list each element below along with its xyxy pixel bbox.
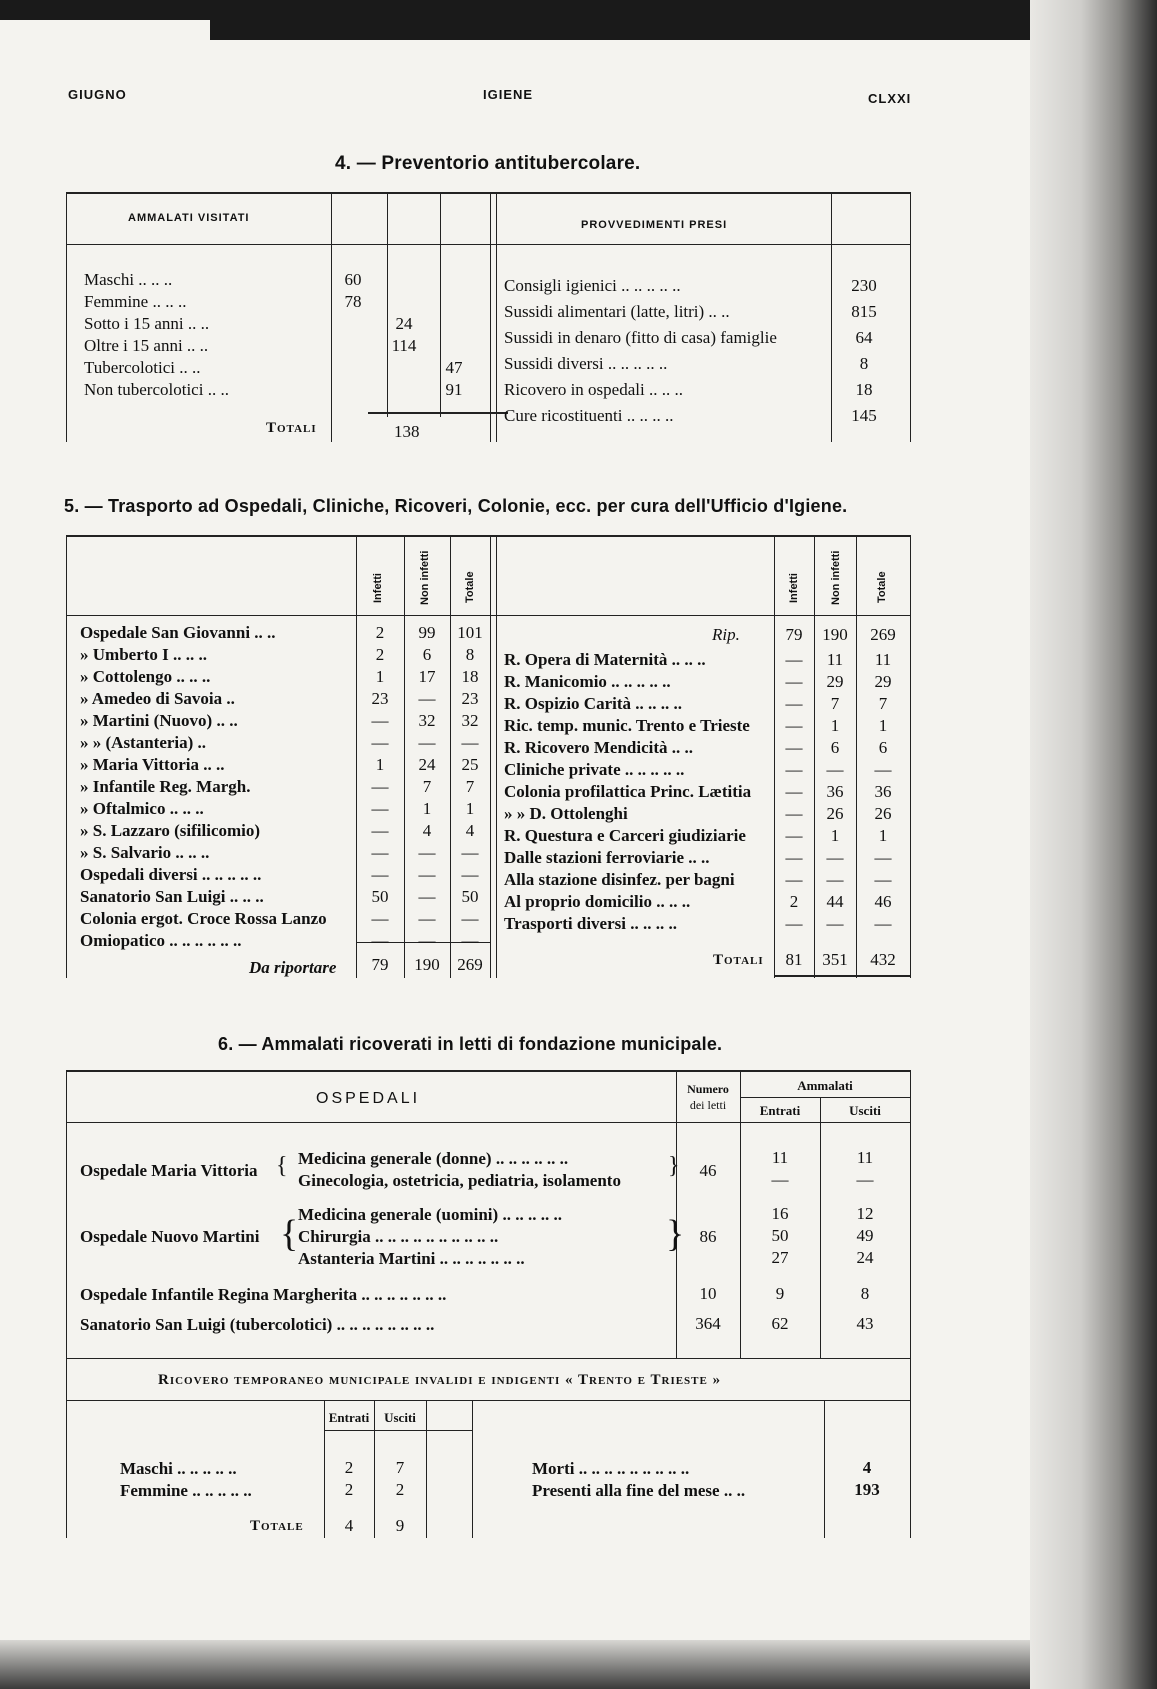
provvedimento-label: Cure ricostituenti .. .. .. .. (504, 406, 674, 425)
provvedimenti-rows (504, 276, 904, 432)
row-label: » Umberto I .. .. .. (80, 645, 208, 664)
provvedimento-value: 64 (855, 328, 873, 347)
group-nuovo-martini: Ospedale Nuovo Martini (80, 1227, 260, 1246)
row-label: R. Ospizio Carità .. .. .. .. (504, 694, 683, 713)
totale-value: — (461, 865, 479, 884)
transport-left-rows (80, 623, 490, 953)
provvedimento-value: 8 (859, 354, 869, 373)
totale-value: — (461, 843, 479, 862)
infetti-value: — (371, 733, 389, 752)
table-row (504, 760, 910, 782)
table-row (504, 716, 910, 738)
entrati-value: 27 (771, 1248, 789, 1267)
usciti-value: 8 (860, 1284, 870, 1303)
infetti-value: — (371, 777, 389, 796)
totale-value: — (461, 931, 479, 950)
brace-left: { (276, 1153, 288, 1179)
infetti-value: — (785, 870, 803, 889)
totale-value: — (461, 909, 479, 928)
non-infetti-value: — (418, 887, 436, 906)
row-label: » S. Lazzaro (sifilicomio) (80, 821, 261, 840)
non-infetti-value: 1 (830, 716, 840, 735)
table-row (504, 738, 910, 760)
provvedimenti-header: PROVVEDIMENTI PRESI (581, 219, 728, 231)
totali-value: 138 (394, 422, 420, 441)
row-label: Trasporti diversi .. .. .. .. (504, 914, 677, 933)
entrati-value: 62 (771, 1314, 789, 1333)
totale-value: 36 (874, 782, 892, 801)
row-label: R. Manicomio .. .. .. .. .. (504, 672, 671, 691)
provvedimento-value: 815 (851, 302, 877, 321)
group-maria-vittoria: Ospedale Maria Vittoria (80, 1161, 258, 1180)
ricovero-usciti: 7 (395, 1458, 405, 1477)
infetti-value: — (785, 650, 803, 669)
totali-label: Totali (266, 420, 317, 436)
visitati-rows (84, 270, 494, 402)
provvedimento-value: 230 (851, 276, 877, 295)
header-month: GIUGNO (68, 87, 127, 102)
ammalati-header: Ammalati (797, 1078, 853, 1093)
ricovero-usciti-header: Usciti (384, 1410, 416, 1425)
row-label: R. Opera di Maternità .. .. .. (504, 650, 706, 669)
da-riportare-label: Da riportare (249, 958, 337, 977)
page-bottom-shadow (0, 1640, 1030, 1689)
letti-value: 86 (699, 1227, 717, 1246)
totale-value: 11 (874, 650, 892, 669)
totale-value: 25 (461, 755, 479, 774)
row-label: » S. Salvario .. .. .. (80, 843, 210, 862)
non-infetti-value: — (418, 733, 436, 752)
sub-row: Ginecologia, ostetricia, pediatria, isolamento (298, 1171, 621, 1190)
non-infetti-value: 99 (418, 623, 436, 642)
table-row (504, 804, 910, 826)
entrati-header: Entrati (759, 1103, 801, 1118)
letti-value: 46 (699, 1161, 717, 1180)
infetti-value: — (371, 909, 389, 928)
visitati-value: 114 (391, 336, 417, 355)
entrati-value: 9 (775, 1284, 785, 1303)
usciti-value: 11 (856, 1148, 874, 1167)
row-label: » Maria Vittoria .. .. (80, 755, 225, 774)
totale-value: 50 (461, 887, 479, 906)
visitati-label: Tubercolotici .. .. (84, 358, 201, 377)
letti-value: 364 (695, 1314, 721, 1333)
non-infetti-value: 6 (830, 738, 840, 757)
row-label: Ric. temp. munic. Trento e Trieste (504, 716, 750, 735)
entrati-value: 11 (771, 1148, 789, 1167)
table-row (504, 782, 910, 804)
visitati-value: 91 (445, 380, 463, 399)
transport-right-rows (504, 650, 910, 936)
table-row (80, 865, 490, 887)
non-infetti-value: 1 (422, 799, 432, 818)
row-label: Cliniche private .. .. .. .. .. (504, 760, 685, 779)
infetti-value: 1 (375, 667, 385, 686)
row-label: Sanatorio San Luigi .. .. .. (80, 887, 264, 906)
non-infetti-value: 11 (826, 650, 844, 669)
row-label: Omiopatico .. .. .. .. .. .. (80, 931, 242, 950)
totale-value: — (874, 760, 892, 779)
infetti-value: 50 (371, 887, 389, 906)
ricovero-row-label: Femmine .. .. .. .. .. (120, 1481, 252, 1500)
riporto-totale: 269 (870, 625, 896, 644)
non-infetti-value: 4 (422, 821, 432, 840)
non-infetti-value: — (826, 848, 844, 867)
table-row (80, 711, 490, 733)
ricovero-right-label: Morti .. .. .. .. .. .. .. .. .. (532, 1459, 690, 1478)
infetti-value: — (371, 865, 389, 884)
col-totale: Totale (464, 571, 476, 603)
visitati-label: Maschi .. .. .. (84, 270, 173, 289)
usciti-value: 49 (856, 1226, 874, 1245)
infetti-value: 2 (789, 892, 799, 911)
row-label: Dalle stazioni ferroviarie .. .. (504, 848, 710, 867)
sub-row: Chirurgia .. .. .. .. .. .. .. .. .. .. (298, 1227, 499, 1246)
non-infetti-value: — (418, 843, 436, 862)
infetti-value: — (371, 821, 389, 840)
row-label: Colonia profilattica Princ. Lætitia (504, 782, 752, 801)
table-row (504, 672, 910, 694)
totale-value: 7 (465, 777, 475, 796)
usciti-value: 12 (856, 1204, 874, 1223)
sub-row: Medicina generale (uomini) .. .. .. .. .. (298, 1205, 562, 1224)
provvedimento-label: Ricovero in ospedali .. .. .. (504, 380, 683, 399)
infetti-value: 1 (375, 755, 385, 774)
non-infetti-value: 29 (826, 672, 844, 691)
row-label: » Infantile Reg. Margh. (80, 777, 251, 796)
single-row-label: Ospedale Infantile Regina Margherita .. .. .. .. .. .. .. (80, 1285, 447, 1304)
riporto-infetti: 79 (785, 625, 803, 644)
table-row (80, 623, 490, 645)
sub-row: Medicina generale (donne) .. .. .. .. .. .. (298, 1149, 569, 1168)
totale-value: 6 (878, 738, 888, 757)
visitati-label: Non tubercolotici .. .. (84, 380, 229, 399)
provvedimento-label: Sussidi in denaro (fitto di casa) famiglie (504, 328, 777, 347)
non-infetti-value: 17 (418, 667, 436, 686)
row-label: » Oftalmico .. .. .. (80, 799, 204, 818)
table-row (504, 892, 910, 914)
infetti-value: — (785, 694, 803, 713)
non-infetti-value: 44 (826, 892, 844, 911)
totale-value: — (874, 870, 892, 889)
usciti-header: Usciti (849, 1103, 881, 1118)
row-label: R. Questura e Carceri giudiziarie (504, 826, 746, 845)
da-riportare-totale: 269 (457, 955, 483, 974)
usciti-value: 43 (856, 1314, 874, 1333)
row-label: Ospedali diversi .. .. .. .. .. (80, 865, 262, 884)
single-row-label: Sanatorio San Luigi (tubercolotici) .. .. .. .. .. .. .. .. (80, 1315, 435, 1334)
infetti-value: — (785, 848, 803, 867)
header-section: IGIENE (483, 87, 534, 102)
brace-left: { (280, 1213, 299, 1255)
infetti-value: 2 (375, 645, 385, 664)
provvedimento-label: Sussidi alimentari (latte, litri) .. .. (504, 302, 730, 321)
table-row (504, 848, 910, 870)
ricovero-entrati-header: Entrati (328, 1410, 370, 1425)
row-label: Alla stazione disinfez. per bagni (504, 870, 735, 889)
ricovero-usciti: 2 (395, 1480, 405, 1499)
infetti-value: — (785, 914, 803, 933)
visitati-value: 47 (445, 358, 463, 377)
totale-value: — (461, 733, 479, 752)
brace-right: } (666, 1213, 685, 1255)
table-row (504, 826, 910, 848)
non-infetti-value: 1 (830, 826, 840, 845)
table-row (80, 733, 490, 755)
col-infetti-right: Infetti (788, 573, 800, 603)
totale-value: 29 (874, 672, 892, 691)
totale-value: 18 (461, 667, 479, 686)
non-infetti-value: 26 (826, 804, 844, 823)
section-5-title: 5. — Trasporto ad Ospedali, Cliniche, Ricoveri, Colonie, ecc. per cura dell'Ufficio d'Igiene. (64, 496, 848, 516)
entrati-value: 50 (771, 1226, 789, 1245)
infetti-value: — (785, 672, 803, 691)
non-infetti-value: — (418, 689, 436, 708)
section-6-title: 6. — Ammalati ricoverati in letti di fondazione municipale. (218, 1034, 723, 1054)
entrati-value: 16 (771, 1204, 789, 1223)
da-riportare-infetti: 79 (371, 955, 389, 974)
visitati-label: Oltre i 15 anni .. .. (84, 336, 209, 355)
table-row (80, 909, 490, 931)
table-row (504, 870, 910, 892)
visitati-value: 24 (395, 314, 413, 333)
row-label: » » (Astanteria) .. (80, 733, 207, 752)
ricovero-totale-entrati: 4 (344, 1516, 354, 1535)
right-totali-infetti: 81 (785, 950, 803, 969)
totale-value: 46 (874, 892, 892, 911)
col-non-infetti: Non infetti (419, 550, 431, 605)
header-page-number: CLXXI (868, 91, 912, 106)
totale-value: 1 (878, 716, 888, 735)
infetti-value: — (785, 760, 803, 779)
table-row (80, 645, 490, 667)
table-row (80, 667, 490, 689)
section-6-table (66, 1070, 911, 1540)
infetti-value: — (785, 782, 803, 801)
totale-value: 32 (461, 711, 479, 730)
row-label: Al proprio domicilio .. .. .. (504, 892, 691, 911)
infetti-value: — (785, 716, 803, 735)
totale-value: 1 (465, 799, 475, 818)
usciti-value: — (856, 1170, 874, 1189)
letti-header: dei letti (689, 1098, 727, 1112)
right-totali-totale: 432 (870, 950, 896, 969)
non-infetti-value: — (826, 870, 844, 889)
non-infetti-value: 7 (830, 694, 840, 713)
totale-value: 7 (878, 694, 888, 713)
right-totali-non-infetti: 351 (822, 950, 848, 969)
visitati-value: 78 (344, 292, 362, 311)
table-row (80, 799, 490, 821)
col-totale-right: Totale (876, 571, 888, 603)
riporto-non-infetti: 190 (822, 625, 848, 644)
non-infetti-value: 32 (418, 711, 436, 730)
usciti-value: 24 (856, 1248, 874, 1267)
row-label: R. Ricovero Mendicità .. .. (504, 738, 694, 757)
table-row (80, 931, 490, 953)
table-row (504, 914, 910, 936)
provvedimento-value: 18 (855, 380, 873, 399)
totale-value: 1 (878, 826, 888, 845)
ricovero-right-value: 4 (862, 1458, 872, 1477)
riporto-label: Rip. (712, 625, 740, 644)
ricovero-title: Ricovero temporaneo municipale invalidi e indigenti « Trento e Trieste » (158, 1372, 722, 1388)
table-row (504, 650, 910, 672)
ricovero-right-label: Presenti alla fine del mese .. .. (532, 1481, 746, 1500)
totale-value: 26 (874, 804, 892, 823)
provvedimento-value: 145 (851, 406, 877, 425)
table-row (80, 887, 490, 909)
provvedimento-label: Consigli igienici .. .. .. .. .. (504, 276, 681, 295)
non-infetti-value: 6 (422, 645, 432, 664)
letti-value: 10 (699, 1284, 717, 1303)
entrati-value: — (771, 1170, 789, 1189)
infetti-value: 23 (371, 689, 389, 708)
col-infetti: Infetti (372, 573, 384, 603)
section-4-table (66, 192, 911, 444)
table-row (80, 843, 490, 865)
table-row (80, 755, 490, 777)
section-5-table (66, 535, 911, 980)
non-infetti-value: — (418, 865, 436, 884)
row-label: » » D. Ottolenghi (504, 804, 628, 823)
visitati-label: Femmine .. .. .. (84, 292, 187, 311)
visitati-header: AMMALATI VISITATI (128, 212, 250, 224)
row-label: Ospedale San Giovanni .. .. (80, 623, 276, 642)
infetti-value: — (371, 843, 389, 862)
visitati-label: Sotto i 15 anni .. .. (84, 314, 210, 333)
totale-value: — (874, 914, 892, 933)
book-spine (1030, 0, 1157, 1689)
visitati-value: 60 (344, 270, 362, 289)
table-row (80, 777, 490, 799)
table-row (80, 689, 490, 711)
table-row (504, 694, 910, 716)
totale-value: 4 (465, 821, 475, 840)
infetti-value: — (371, 711, 389, 730)
ricovero-row-label: Maschi .. .. .. .. .. (120, 1459, 237, 1478)
da-riportare-non-infetti: 190 (414, 955, 440, 974)
non-infetti-value: 36 (826, 782, 844, 801)
table-row (80, 821, 490, 843)
right-totali-label: Totali (713, 952, 764, 968)
infetti-value: — (785, 738, 803, 757)
infetti-value: 2 (375, 623, 385, 642)
totale-value: 8 (465, 645, 475, 664)
row-label: » Amedeo di Savoia .. (80, 689, 235, 708)
non-infetti-value: — (826, 760, 844, 779)
ricovero-totale-usciti: 9 (395, 1516, 405, 1535)
numero-header: Numero (687, 1082, 729, 1096)
section-4-title: 4. — Preventorio antitubercolare. (335, 153, 641, 174)
row-label: » Cottolengo .. .. .. (80, 667, 211, 686)
non-infetti-value: — (418, 909, 436, 928)
provvedimento-label: Sussidi diversi .. .. .. .. .. (504, 354, 668, 373)
col-non-infetti-right: Non infetti (830, 550, 842, 605)
row-label: Colonia ergot. Croce Rossa Lanzo (80, 909, 327, 928)
ricovero-right-value: 193 (854, 1480, 880, 1499)
non-infetti-value: 24 (418, 755, 436, 774)
brace-right: } (668, 1153, 680, 1179)
ospedali-header: OSPEDALI (316, 1090, 421, 1107)
ricovero-totale-label: Totale (250, 1518, 304, 1534)
infetti-value: — (785, 826, 803, 845)
ricovero-entrati: 2 (344, 1458, 354, 1477)
totale-value: 23 (461, 689, 479, 708)
totale-value: 101 (457, 623, 483, 642)
infetti-value: — (371, 799, 389, 818)
ricovero-entrati: 2 (344, 1480, 354, 1499)
row-label: » Martini (Nuovo) .. .. (80, 711, 238, 730)
non-infetti-value: — (418, 931, 436, 950)
non-infetti-value: 7 (422, 777, 432, 796)
sub-row: Astanteria Martini .. .. .. .. .. .. .. (298, 1249, 525, 1268)
infetti-value: — (785, 804, 803, 823)
infetti-value: — (371, 931, 389, 950)
totale-value: — (874, 848, 892, 867)
non-infetti-value: — (826, 914, 844, 933)
